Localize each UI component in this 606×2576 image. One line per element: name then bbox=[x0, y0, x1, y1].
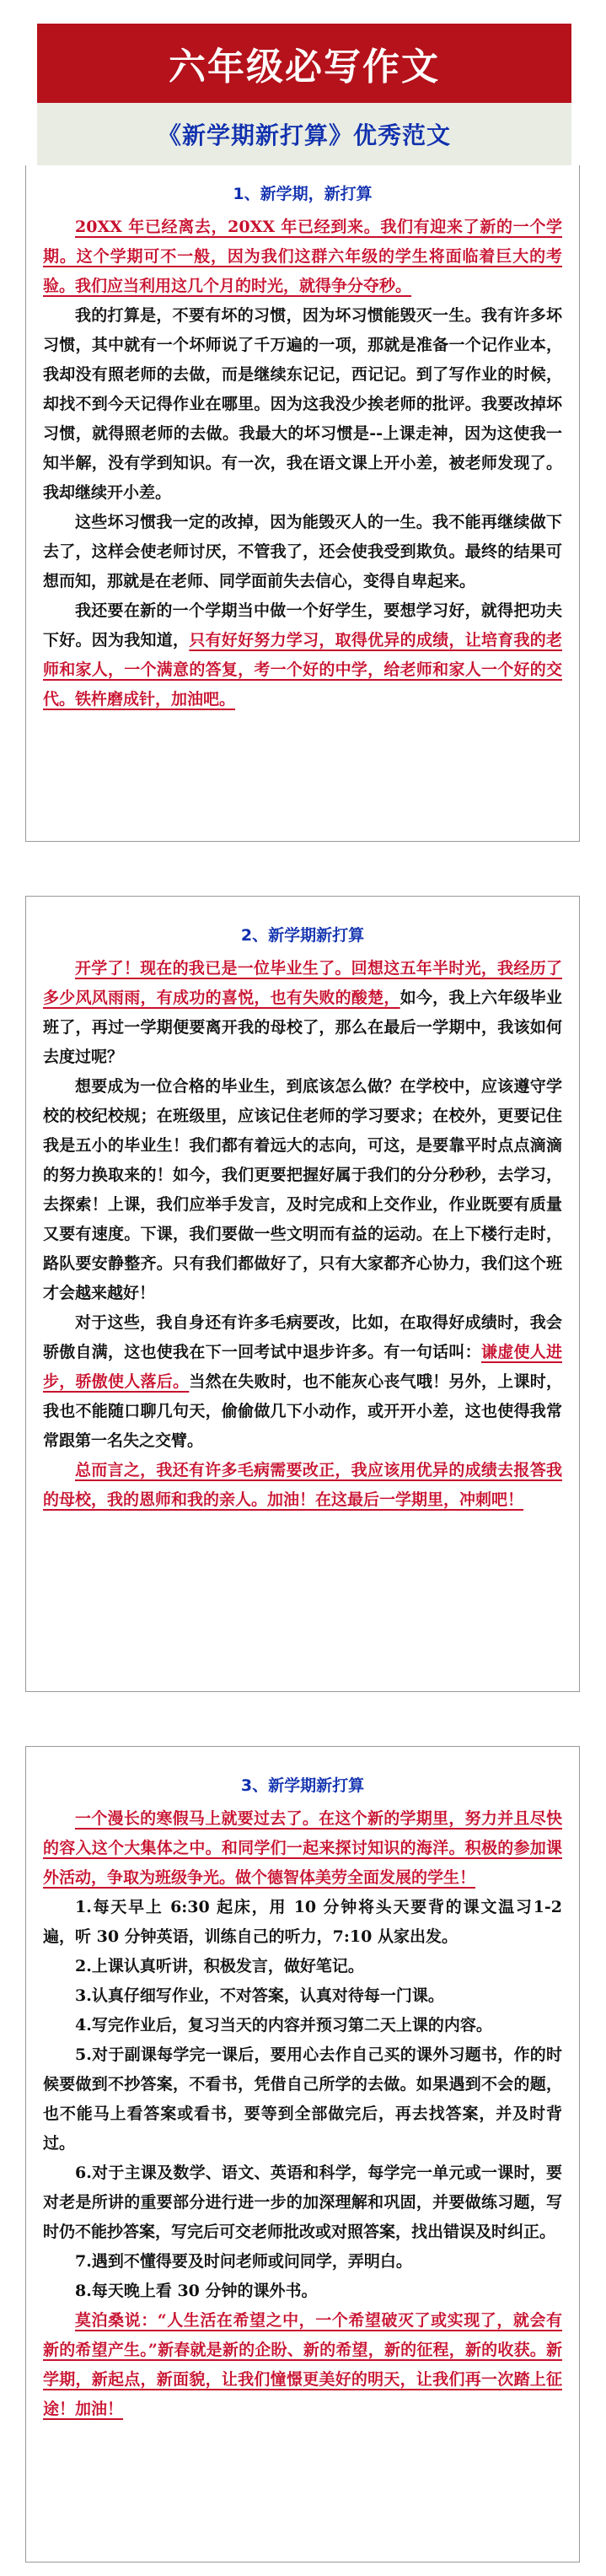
essay-1-p4-text: 我还要在新的一个学期当中做一个好学生，要想学习好，就得把功夫下好。因为我知道， bbox=[43, 601, 562, 649]
plan-item-6: 6.对于主课及数学、语文、英语和科学，每学完一单元或一课时，要对老是所讲的重要部分进行进一步的加深理解和巩固，并要做练习题，写时仍不能抄答案，写完后可交老师批改或对照答案，找出错误及时纠正。 bbox=[43, 2164, 562, 2241]
plan-item-1: 1.每天早上 6:30 起床，用 10 分钟将头天要背的课文温习1-2 遍，听 30 分钟英语，训练自己的听力，7:10 从家出发。 bbox=[43, 1898, 562, 1946]
essay-title-2: 2、新学期新打算 bbox=[240, 926, 365, 945]
plan-item-5: 5.对于副课每学完一课后，要用心去作自己买的课外习题书，作的时候要做到不抄答案，不看书，凭借自己所学的去做。如果遇到不会的题，也不能马上看答案或看书，要等到全部做完后，再去找答案，并及时背过。 bbox=[43, 2045, 562, 2153]
essay-3-closing: 莫泊桑说：“人生活在希望之中，一个希望破灭了或实现了，就会有新的希望产生。”新春就是新的企盼、新的希望，新的征程，新的收获。新学期，新起点，新面貌，让我们憧憬更美好的明天，让我们再一次踏上征途！加油！ bbox=[43, 2311, 562, 2418]
essay-2-conclusion: 总而言之，我还有许多毛病需要改正，我应该用优异的成绩去报答我的母校，我的恩师和我的亲人。加油！在这最后一学期里，冲刺吧！ bbox=[43, 1461, 562, 1509]
essay-card-1 bbox=[25, 165, 580, 842]
page-title: 六年级必写作文 bbox=[37, 24, 571, 103]
essay-2-paragraph-2: 想要成为一位合格的毕业生，到底该怎么做？在学校中，应该遵守学校的校纪校规；在班级里，应该记住老师的学习要求；在校外，更要记住我是五小的毕业生！我们都有着远大的志向，可这，是要靠平时点点滴滴的努力换取来的！如今，我们更要把握好属于我们的分分秒秒，去学习，去探索！上课，我们应举手发言，及时完成和上交作业，作业既要有质量又要有速度。下课，我们要做一些文明而有益的运动。在上下楼行走时，路队要安静整齐。只有我们都做好了，只有大家都齐心协力，我们这个班才会越来越好！ bbox=[43, 1077, 562, 1302]
essay-2-p3-text-b: 当然在失败时，也不能灰心丧气哦！另外，上课时，我也不能随口聊几句天，偷偷做几下小动作，或开开小差，这也使得我常常跟第一名失之交臂。 bbox=[43, 1372, 562, 1450]
essay-1-paragraph-4 bbox=[43, 596, 562, 714]
essay-1-intro: 20XX 年已经离去，20XX 年已经到来。我们有迎来了新的一个学期。这个学期可不一般，因为我们这群六年级的学生将面临着巨大的考验。我们应当利用这几个月的时光，就得争分夺秒。 bbox=[43, 218, 562, 295]
essay-title-1: 1、新学期，新打算 bbox=[233, 185, 373, 203]
plan-item-7: 7.遇到不懂得要及时问老师或问同学，弄明白。 bbox=[75, 2252, 412, 2271]
page-subtitle: 《新学期新打算》优秀范文 bbox=[37, 103, 571, 165]
plan-item-2: 2.上课认真听讲，积极发言，做好笔记。 bbox=[75, 1957, 364, 1975]
essay-title-3: 3、新学期新打算 bbox=[240, 1776, 365, 1795]
essay-card-3 bbox=[25, 1746, 580, 2563]
essay-3-intro: 一个漫长的寒假马上就要过去了。在这个新的学期里，努力并且尽快的容入这个大集体之中。和同学们一起来探讨知识的海洋。积极的参加课外活动，争取为班级争光。做个德智体美劳全面发展的学生！ bbox=[43, 1809, 562, 1887]
plan-item-8: 8.每天晚上看 30 分钟的课外书。 bbox=[75, 2282, 318, 2300]
essay-2-p1-text: 如今，我上六年级毕业班了，再过一学期便要离开我的母校了，那么在最后一学期中，我该如何去度过呢？ bbox=[43, 989, 562, 1066]
plan-item-3: 3.认真仔细写作业，不对答案，认真对待每一门课。 bbox=[75, 1986, 444, 2005]
essay-2-paragraph-3 bbox=[43, 1308, 562, 1456]
essay-2-p1-highlight: 开学了！现在的我已是一位毕业生了。回想这五年半时光，我经历了多少风风雨雨，有成功的喜悦，也有失败的酸楚， bbox=[43, 959, 562, 1007]
essay-1-paragraph-3: 这些坏习惯我一定的改掉，因为能毁灭人的一生。我不能再继续做下去了，这样会使老师讨厌，不管我了，还会使我受到欺负。最终的结果可想而知，那就是在老师、同学面前失去信心，变得自卑起来。 bbox=[43, 513, 562, 590]
essay-2-p3-text-a: 对于这些，我自身还有许多毛病要改，比如，在取得好成绩时，我会骄傲自满，这也使我在下一回考试中退步许多。有一句话叫： bbox=[43, 1313, 562, 1361]
essay-2-p3-quote: 谦虚使人进步，骄傲使人落后。 bbox=[43, 1343, 562, 1391]
essay-card-2 bbox=[25, 896, 580, 1692]
essay-2-intro bbox=[43, 954, 562, 1072]
plan-item-4: 4.写完作业后，复习当天的内容并预习第二天上课的内容。 bbox=[75, 2016, 492, 2034]
essay-1-paragraph-2: 我的打算是，不要有坏的习惯，因为坏习惯能毁灭一生。我有许多坏习惯，其中就有一个坏师说了千万遍的一项，那就是准备一个记作业本，我却没有照老师的去做，而是继续东记记，西记记。到了写作业的时候，却找不到今天记得作业在哪里。因为这我没少挨老师的批评。我要改掉坏习惯，就得照老师的去做。我最大的坏习惯是--上课走神，因为这使我一知半解，没有学到知识。有一次，我在语文课上开小差，被老师发现了。我却继续开小差。 bbox=[43, 306, 562, 502]
essay-1-p4-highlight: 只有好好努力学习，取得优异的成绩，让培育我的老师和家人，一个满意的答复，考一个好的中学，给老师和家人一个好的交代。铁杵磨成针，加油吧。 bbox=[43, 631, 562, 709]
